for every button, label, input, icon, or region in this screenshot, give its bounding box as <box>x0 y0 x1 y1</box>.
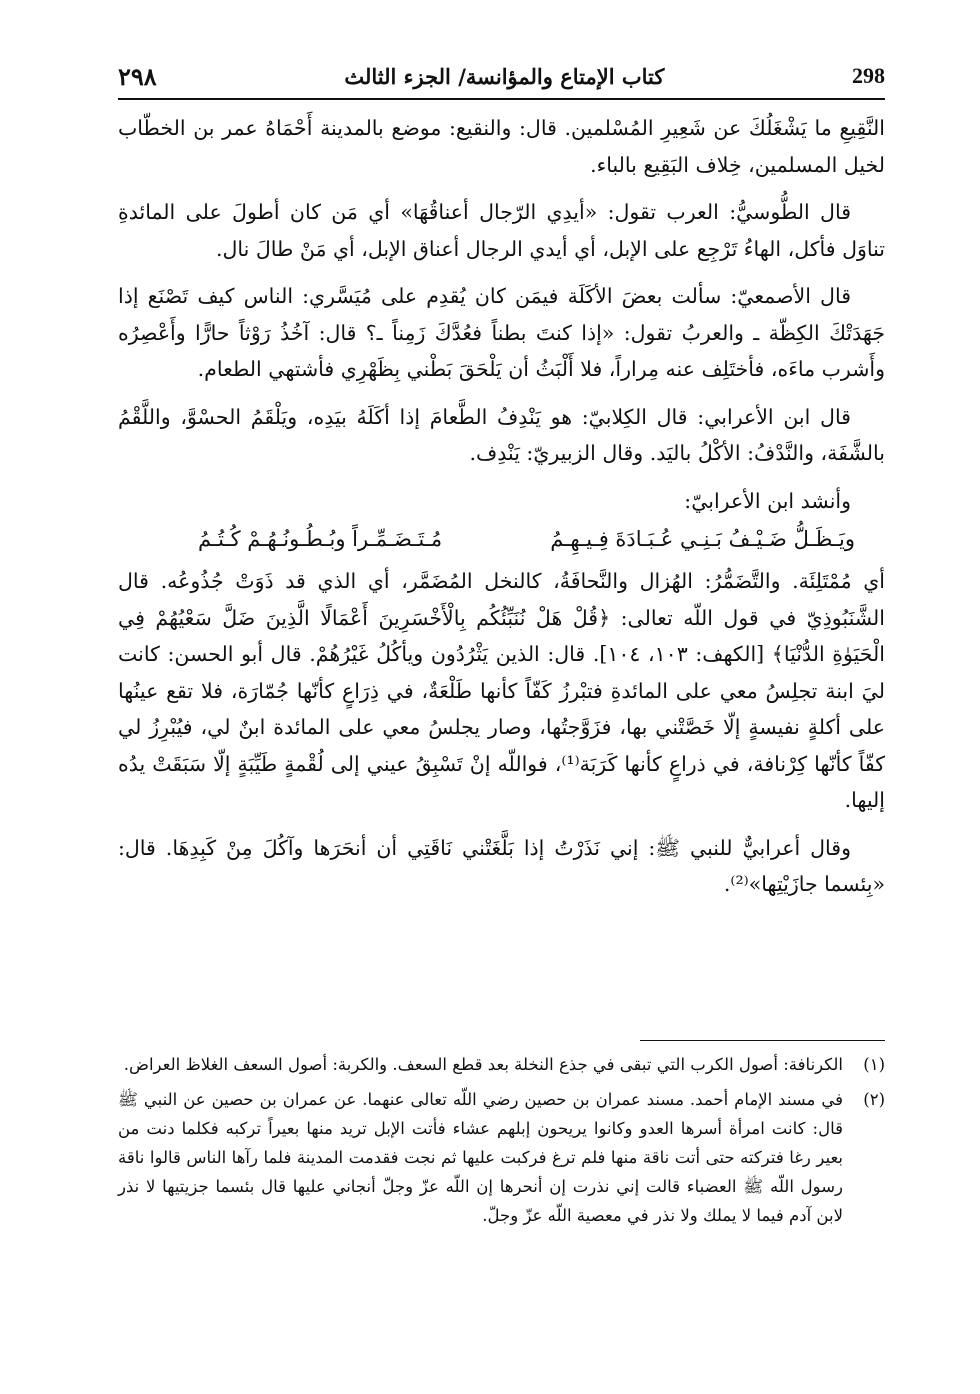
footnote-2 <box>118 1085 885 1230</box>
page-number-latin: 298 <box>852 63 885 88</box>
footnote-1 <box>118 1050 885 1079</box>
paragraph-2: قال الطُّوسيُّ: العرب تقول: «أيدِي الرّجال أعناقُهَا» أي مَن كان أطولَ على المائدةِ تناوَل فأكل، الهاءُ تَرْجِع على الإبل، أي أيدي الرجال أعناق الإبل، أي مَنْ طالَ نال. <box>118 200 885 261</box>
paragraph-3: قال الأصمعيّ: سألت بعضَ الأكَلَة فيمَن كان يُقدِم على مُيَسَّري: الناس كيف تَصْنَع إذا جَهَدَتْكَ الكِظّة ـ والعربُ تقول: «إذا كنتَ بطناً فعُدَّكَ زَمِناً ـ؟ قال: آخُذُ رَوْثاً حارًّا وأَعْصِرُه وأَشرب ماءَه، فأختَلِف عنه مِراراً، فلا أَلْبَثُ أن يَلْحَقَ بَطْني بِظَهْرِي فأشتهي الطعام. <box>118 284 885 381</box>
verse-first-hemistich: ويَـظَـلُّ ضَـيْـفُ بَـنِـي عُـبَـادَةَ فِـيـهِـمُ <box>550 527 855 551</box>
footnote-text: في مسند الإمام أحمد. مسند عمران بن حصين رضي اللّه تعالى عنهما. عن عمران بن حصين عن النبي ﷺ قال: كانت امرأة أسرها العدو وكانوا يريحون إبلهم عشاء فأتت الإبل تريد منها بعيراً تركبه فكلما دنت من بعير رغا فتركته حتى أتت ناقة منها فلم ترغ فركبت عليها ثم نجت فقدمت المدينة فلما رآها الناس قالوا ناقة رسول اللّه ﷺ العضباء قالت إني نذرت إن أنحرها إن اللّه عزّ وجلّ أنجاني عليها قال بئسما جزيتيها لا نذر لابن آدم فيما لا يملك ولا نذر في معصية اللّه عزّ وجلّ. <box>118 1090 843 1225</box>
paragraph-7: وقال أعرابيٌّ للنبي ﷺ: إني نَذَرْتُ إذا بَلَّغَتْني نَاقَتِي أن أنحَرَها وآكُلَ مِنْ كَبِدِهَا. قال: «بِئسما جازَيْتِها»⁽²⁾. <box>118 835 885 896</box>
poetry-verse <box>118 521 885 557</box>
footnotes <box>118 1050 885 1236</box>
page-header <box>118 56 885 96</box>
paragraph-6: أي مُمْتَلِئَة. والتَّضَمُّرُ: الهُزال والنَّحافَةُ، كالنخل المُضَمَّر، أي الذي قد ذَوَتْ جُذُوعُه. قال الشَّنَبُوذِيّ في قول اللّه تعالى: ﴿قُلْ هَلْ نُنَبِّئُكُم بِالْأَخْسَرِينَ أَعْمَالًا الَّذِينَ ضَلَّ سَعْيُهُمْ فِي الْحَيَوٰةِ الدُّنْيَا﴾ [الكهف: ١٠٣، ١٠٤]. قال: الذين يَثْرُدُون ويأكُلُ غَيْرُهُمْ. قال أبو الحسن: كانت ليَ ابنة تجلِسُ معي على المائدةِ فتبْرزُ كَفّاً كأنها طَلْعَةٌ، في ذِرَاعٍ كأنّها جُمّارَة، فلا تقع عينُها على أكلةٍ نفيسةٍ إلّا خَصَّتْني بها، فزَوَّجتُها، وصار يجلسُ معي على المائدة ابنٌ لي، فيُبْرِزُ لي كفّاً كأنّها كِرْنافة، في ذراعٍ كأنها كَرَبَة⁽¹⁾، فواللّه إنْ تَسْبِقُ عيني إلى لُقْمةٍ طَيِّبَةٍ إلّا سَبَقَتْ يدُه إليها. <box>118 569 885 812</box>
page-number-arabic: ٢٩٨ <box>118 61 157 91</box>
header-rule <box>118 98 885 100</box>
footnote-rule <box>640 1040 885 1041</box>
paragraph-1: النَّقِيعِ ما يَشْغَلُكَ عن شَعِيرِ المُسْلمين. قال: والنقيع: موضع بالمدينة أَحْمَاهُ عمر بن الخطّاب لخيل المسلمين، خِلاف البَقِيع بالباء. <box>118 116 885 177</box>
book-title: كتاب الإمتاع والمؤانسة/ الجزء الثالث <box>344 63 665 89</box>
paragraph-5: وأنشد ابن الأعرابيّ: <box>684 488 851 513</box>
footnote-number: (٢) <box>863 1090 885 1109</box>
verse-second-hemistich: مُـتَـضَـمِّـراً وبُـطُـونُـهُـمْ كُـتُـمُ <box>198 527 443 551</box>
main-text <box>118 110 885 914</box>
footnote-text: الكرنافة: أصول الكرب التي تبقى في جذع النخلة بعد قطع السعف. والكربة: أصول السعف الغلاظ العراض. <box>123 1055 843 1074</box>
paragraph-4: قال ابن الأعرابي: قال الكِلابيّ: هو يَنْدِفُ الطَّعامَ إذا أكَلَهُ بيَدِه، ويَلْقَمُ الحسْوَّ، واللَّقْمُ بالشَّفَة، والنَّدْفُ: الأكْلُ باليَد. وقال الزبيريّ: يَنْدِف. <box>118 404 885 465</box>
footnote-number: (١) <box>863 1055 885 1074</box>
